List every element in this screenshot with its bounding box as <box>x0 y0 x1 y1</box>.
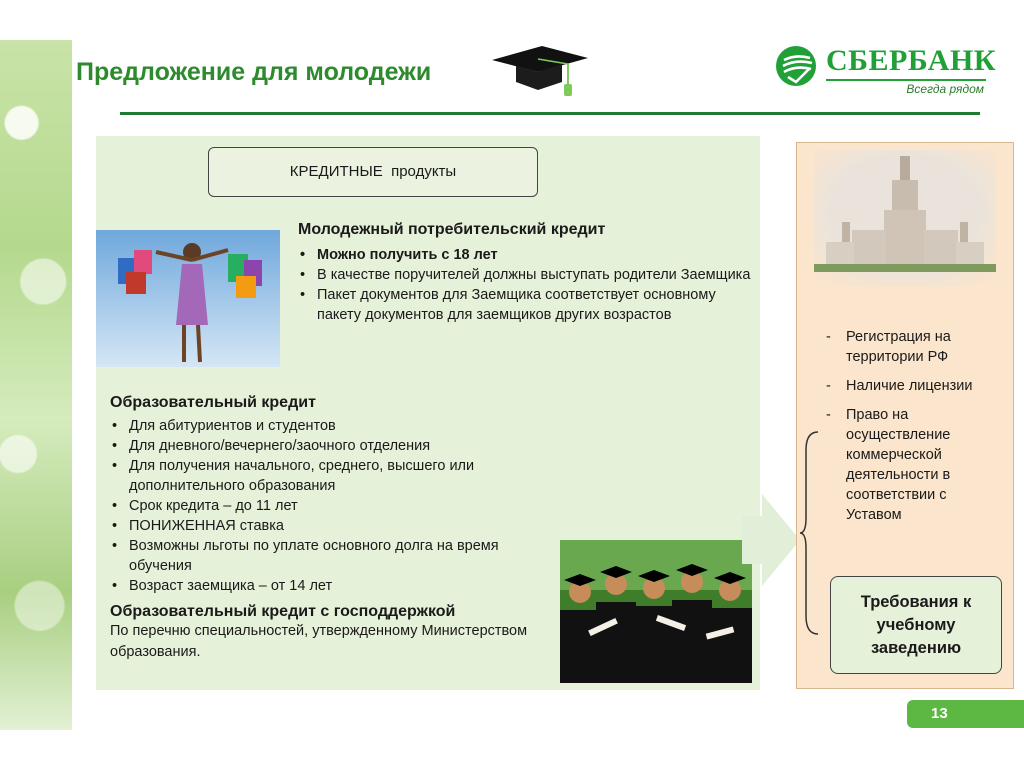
sberbank-emblem-icon <box>774 44 818 88</box>
requirements-list <box>826 327 1006 534</box>
edu-credit-item: • Для абитуриентов и студентов <box>110 416 550 436</box>
youth-credit-heading: Молодежный потребительский кредит <box>298 221 606 238</box>
youth-credit-item: • Пакет документов для Заемщика соответствует основному пакету документов для заемщиков других возрастов <box>298 285 758 325</box>
requirement-item: - Наличие лицензии <box>826 376 1006 396</box>
edu-credit-item: • Возможны льготы по уплате основного долга на время обучения <box>110 536 550 576</box>
brand-underline <box>826 79 986 81</box>
requirement-item: - Регистрация на территории РФ <box>826 327 1006 367</box>
sberbank-logo <box>774 42 997 98</box>
credit-products-rest: продукты <box>391 163 457 180</box>
requirements-box: Требования к учебному заведению <box>830 576 1002 674</box>
edu-gov-credit-heading: Образовательный кредит с господдержкой <box>110 603 456 620</box>
brand-name: СБЕРБАНК <box>826 44 997 77</box>
edu-gov-credit-text: По перечню специальностей, утвержденному Министерством образования. <box>110 623 528 660</box>
edu-gov-credit-section <box>110 603 560 663</box>
right-arrow-icon <box>742 494 800 586</box>
curly-brace-icon <box>800 430 820 636</box>
credit-products-caps: КРЕДИТНЫЕ <box>289 163 383 180</box>
youth-credit-item: • Можно получить с 18 лет <box>298 245 758 265</box>
graduates-photo <box>560 540 752 683</box>
brand-slogan: Всегда рядом <box>906 82 984 96</box>
graduation-cap-icon <box>486 42 590 98</box>
edu-credit-item: • Для получения начального, среднего, высшего или дополнительного образования <box>110 456 550 496</box>
decorative-side-strip <box>0 40 72 730</box>
edu-credit-item: • Срок кредита – до 11 лет <box>110 496 550 516</box>
edu-credit-heading: Образовательный кредит <box>110 394 316 411</box>
edu-credit-item: • Возраст заемщика – от 14 лет <box>110 576 550 596</box>
shopping-woman-photo <box>96 230 280 367</box>
university-building-photo <box>814 150 996 286</box>
slide-title: Предложение для молодежи <box>76 58 432 86</box>
youth-credit-item: • В качестве поручителей должны выступать родители Заемщика <box>298 265 758 285</box>
requirement-item: - Право на осуществление коммерческой деятельности в соответствии с Уставом <box>826 405 1006 525</box>
page-number: 13 <box>907 700 1024 728</box>
credit-products-box <box>208 147 538 197</box>
edu-credit-section <box>110 394 550 596</box>
edu-credit-item: • Для дневного/вечернего/заочного отделения <box>110 436 550 456</box>
youth-credit-section <box>298 221 758 325</box>
title-divider <box>120 112 980 115</box>
edu-credit-item: • ПОНИЖЕННАЯ ставка <box>110 516 550 536</box>
